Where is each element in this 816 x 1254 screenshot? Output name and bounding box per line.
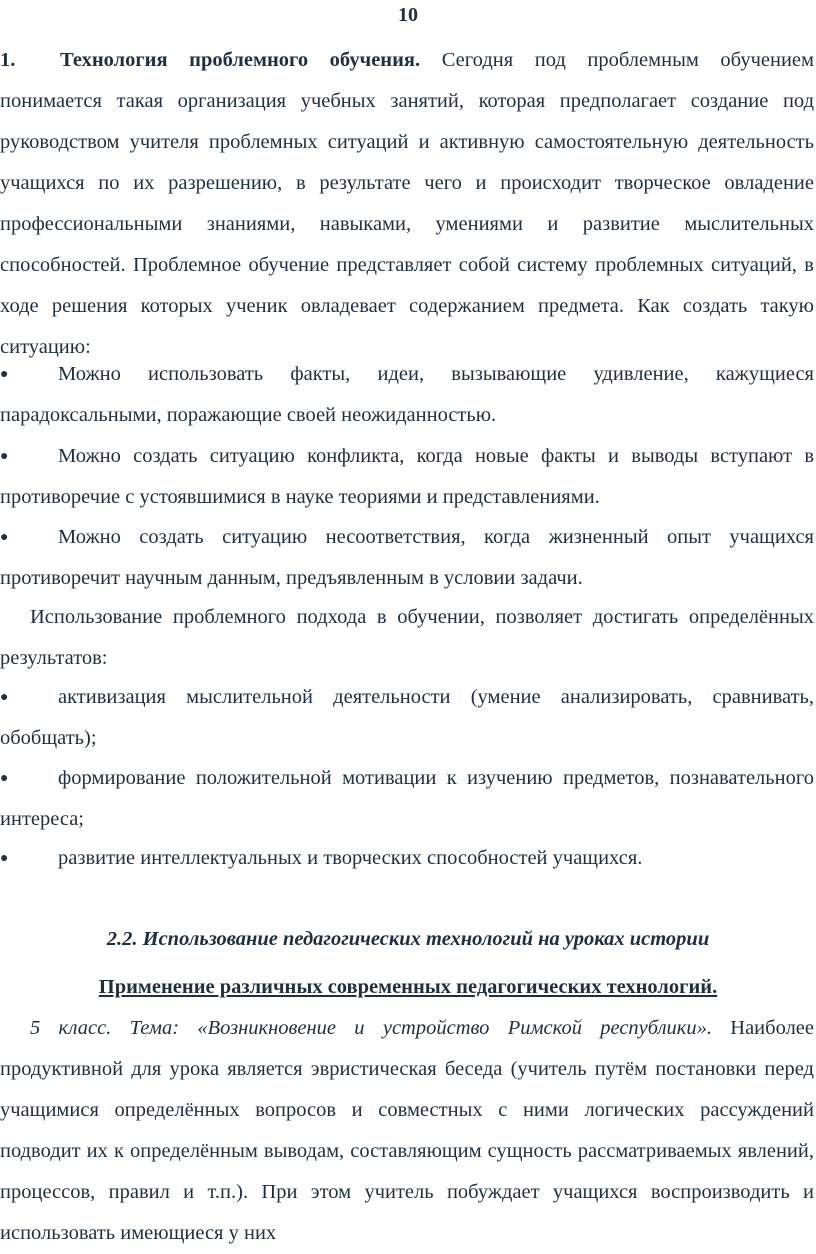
bullet-text: развитие интеллектуальных и творческих способностей учащихся. (58, 847, 643, 869)
bullet-item-situation-2 (0, 436, 814, 518)
intro-number: 1. (0, 49, 16, 71)
bullet-icon: ● (0, 851, 9, 866)
intro-text: Сегодня под проблемным обучением понимается такая организация учебных занятий, которая предполагает создание под руководством учителя проблемных ситуаций и активную самостоятельную деятельность учащихся по их разрешению, в результате чего и происходит творческое овладение профессиональными знаниями, навыками, умениями и развитие мыслительных способностей. Проблемное обучение представляет собой систему проблемных ситуаций, в ходе решения которых ученик овладевает содержанием предмета. Как создать такую ситуацию: (0, 49, 814, 358)
lesson-text: Наиболее продуктивной для урока является эвристическая беседа (учитель путём постановки перед учащимися определённых вопросов и совместных с ними логических рассуждений подводит их к определённым выводам, составляющим сущность рассматриваемых явлений, процессов, правил и т.п.). При этом учитель побуждает учащихся воспроизводить и использовать имеющиеся у них (0, 1017, 814, 1244)
bullet-icon: ● (0, 367, 9, 382)
results-intro-paragraph (0, 597, 814, 679)
lesson-topic: 5 класс. Тема: «Возникновение и устройство Римской республики». (30, 1017, 712, 1039)
bullet-item-result-2 (0, 758, 814, 840)
bullet-icon: ● (0, 530, 9, 545)
bullet-text: активизация мыслительной деятельности (умение анализировать, сравнивать, обобщать); (0, 686, 814, 749)
bullet-item-result-1 (0, 677, 814, 759)
bullet-icon: ● (0, 449, 9, 464)
bullet-item-situation-3 (0, 517, 814, 599)
bullet-item-result-3 (0, 838, 814, 879)
bullet-text: формирование положительной мотивации к изучению предметов, познавательного интереса; (0, 767, 814, 830)
results-intro-text: Использование проблемного подхода в обучении, позволяет достигать определённых результатов: (0, 606, 814, 669)
bullet-icon: ● (0, 771, 9, 786)
bullet-text: Можно создать ситуацию несоответствия, когда жизненный опыт учащихся противоречит научным данным, предъявленным в условии задачи. (0, 526, 814, 589)
bullet-text: Можно использовать факты, идеи, вызывающие удивление, кажущиеся парадоксальными, поражающие своей неожиданностью. (0, 363, 814, 426)
page-number: 10 (398, 4, 418, 26)
section-title: 2.2. Использование педагогических технологий на уроках истории (106, 928, 710, 950)
intro-paragraph (0, 40, 814, 368)
intro-heading: Технология проблемного обучения. (60, 49, 421, 71)
lesson-paragraph (0, 1008, 814, 1254)
subtitle: Применение различных современных педагогических технологий. (98, 976, 718, 998)
bullet-item-situation-1 (0, 354, 814, 436)
bullet-text: Можно создать ситуацию конфликта, когда новые факты и выводы вступают в противоречие с устоявшимися в науке теориями и представлениями. (0, 445, 814, 508)
bullet-icon: ● (0, 690, 9, 705)
